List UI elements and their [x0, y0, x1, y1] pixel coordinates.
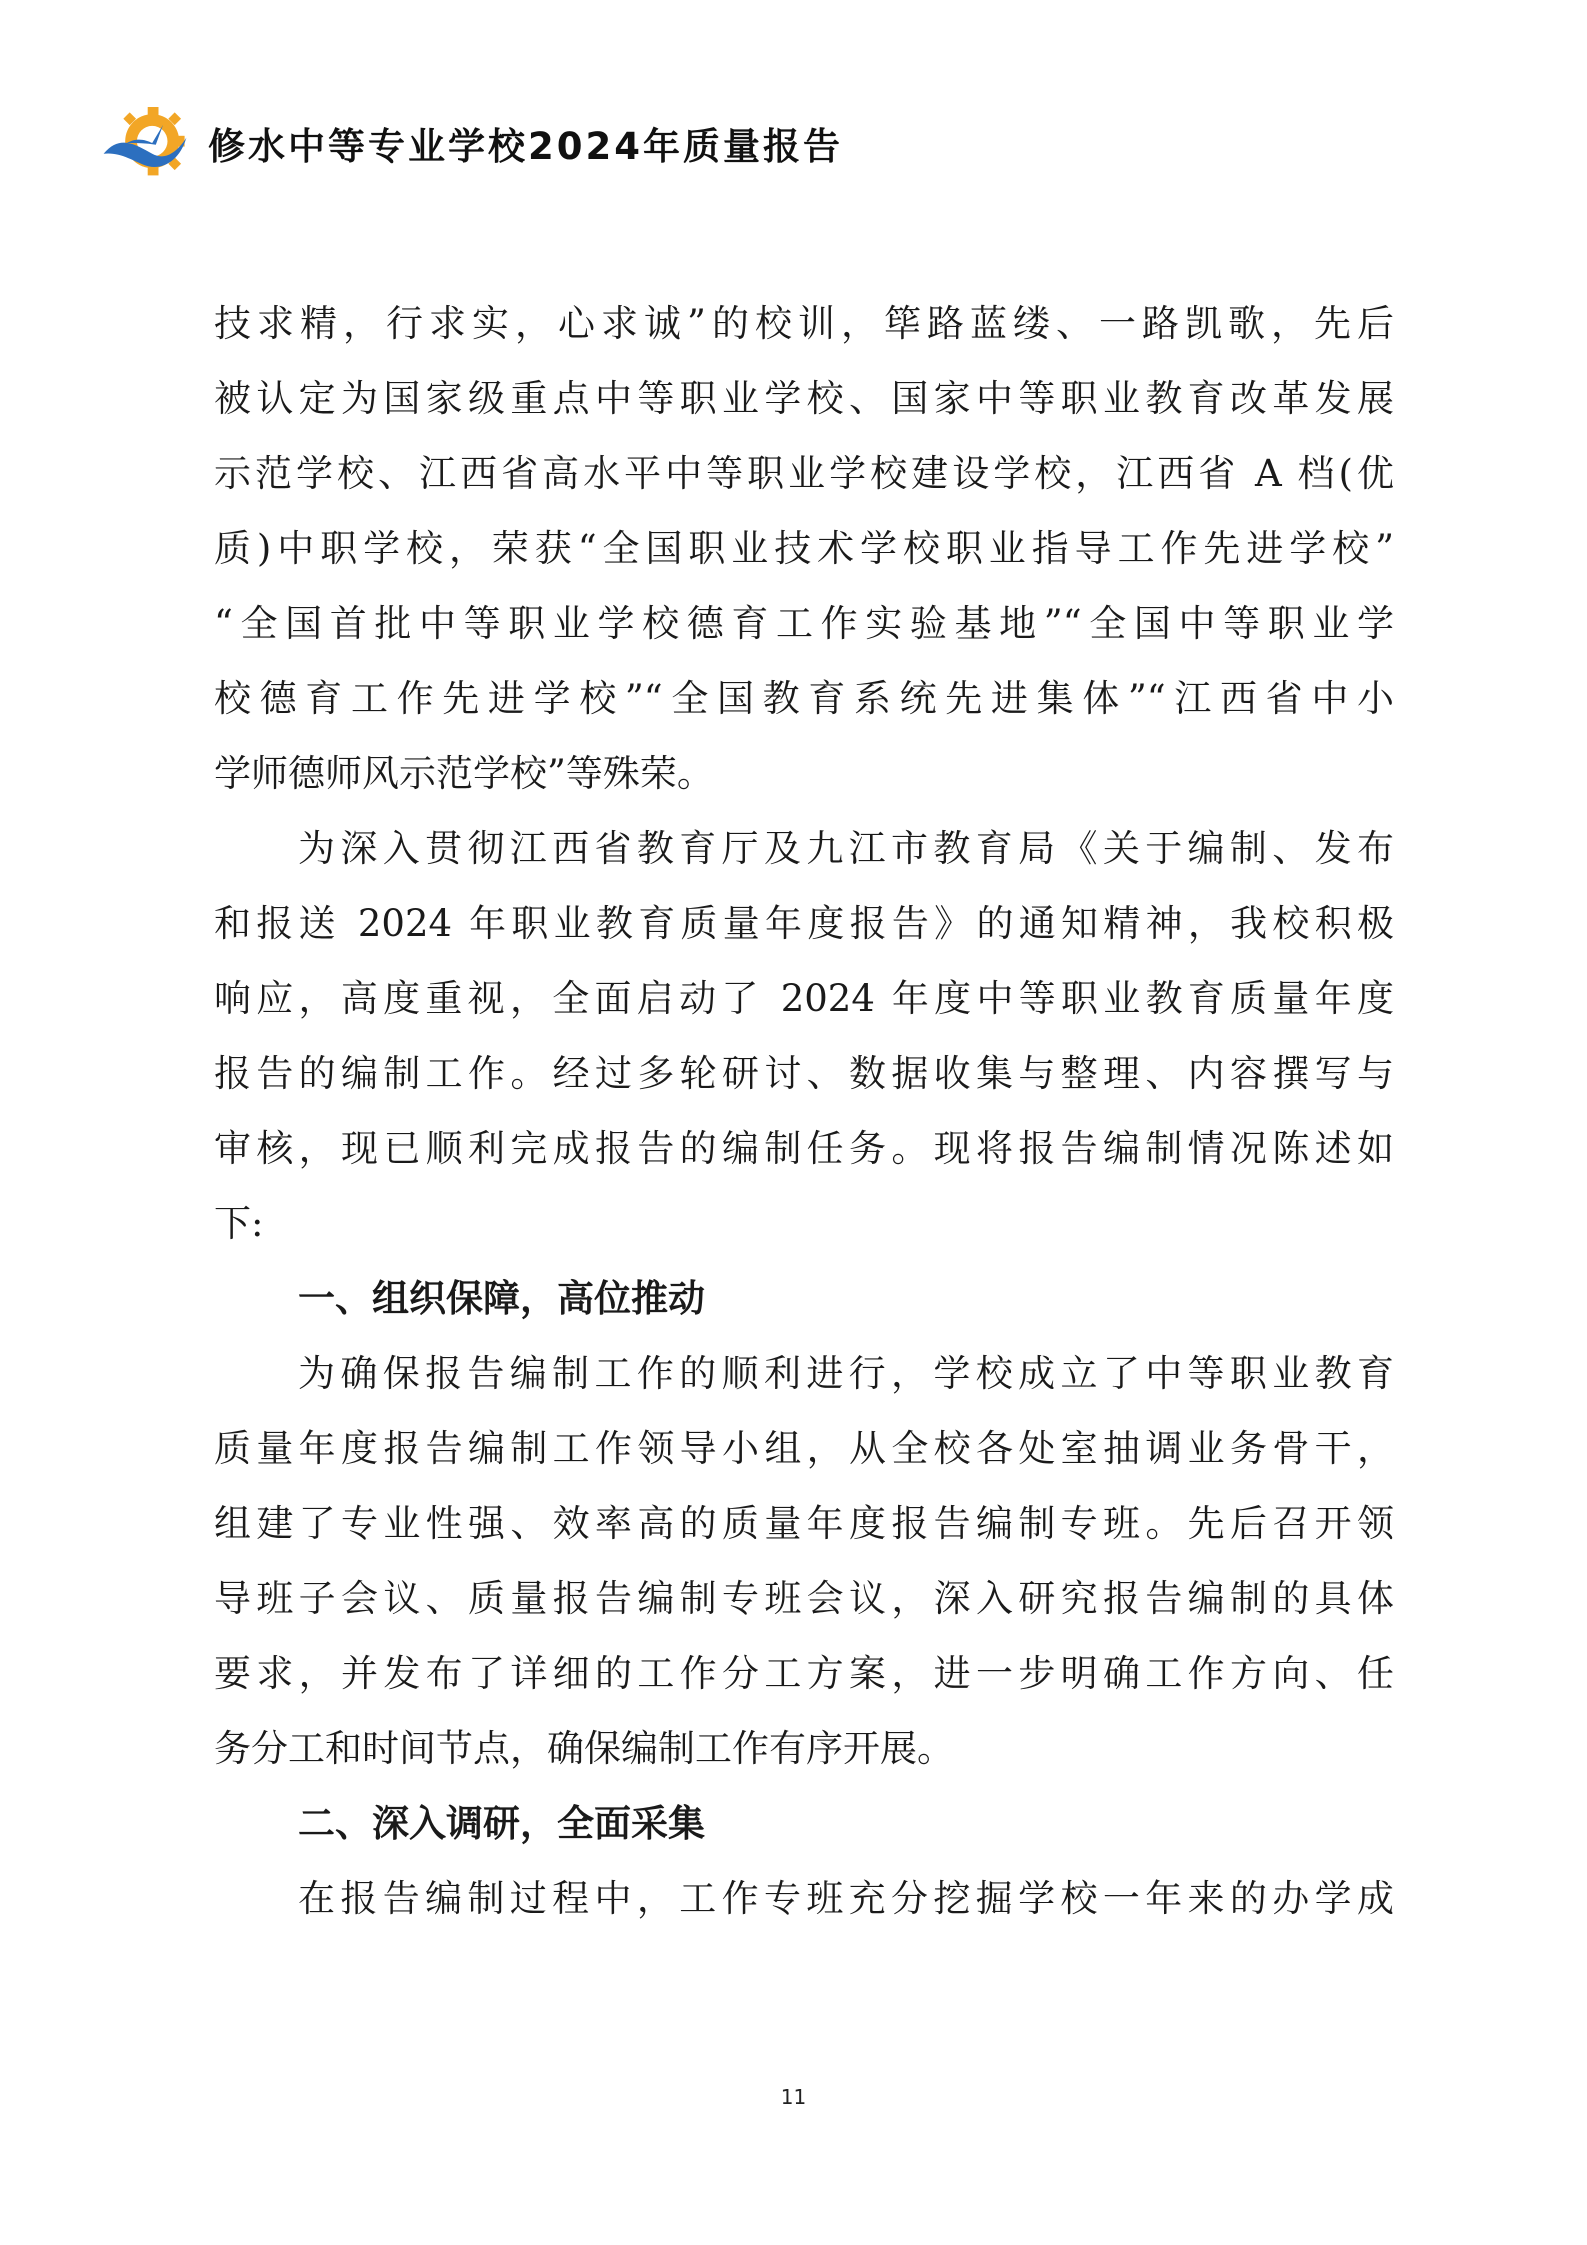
section-heading: 二、深入调研，全面采集 — [298, 1802, 705, 1845]
school-logo-icon — [100, 98, 190, 188]
body-line: 校德育工作先进学校”“全国教育系统先进集体”“江西省中小 — [214, 677, 1394, 720]
body-line: 务分工和时间节点，确保编制工作有序开展。 — [214, 1727, 954, 1770]
body-line: 响应，高度重视，全面启动了 2024 年度中等职业教育质量年度 — [214, 977, 1394, 1020]
body-line: 示范学校、江西省高水平中等职业学校建设学校，江西省 A 档(优 — [214, 452, 1394, 495]
body-line: 为深入贯彻江西省教育厅及九江市教育局《关于编制、发布 — [298, 827, 1394, 870]
body-line: 学师德师风示范学校”等殊荣。 — [214, 752, 714, 795]
body-line: 在报告编制过程中，工作专班充分挖掘学校一年来的办学成 — [298, 1877, 1394, 1920]
document-title: 修水中等专业学校2024年质量报告 — [208, 125, 843, 168]
page-number: 11 — [780, 2085, 807, 2109]
document-body — [214, 286, 1394, 1936]
body-line: 报告的编制工作。经过多轮研讨、数据收集与整理、内容撰写与 — [214, 1052, 1394, 1095]
page-header — [100, 98, 843, 188]
body-line: “全国首批中等职业学校德育工作实验基地”“全国中等职业学 — [214, 602, 1394, 645]
section-heading: 一、组织保障，高位推动 — [298, 1277, 705, 1320]
body-line: 为确保报告编制工作的顺利进行，学校成立了中等职业教育 — [298, 1352, 1394, 1395]
body-line: 组建了专业性强、效率高的质量年度报告编制专班。先后召开领 — [214, 1502, 1394, 1545]
body-line: 质)中职学校，荣获“全国职业技术学校职业指导工作先进学校” — [214, 527, 1394, 570]
body-line: 质量年度报告编制工作领导小组，从全校各处室抽调业务骨干， — [214, 1427, 1394, 1470]
body-line: 下: — [214, 1202, 264, 1245]
body-line: 和报送 2024 年职业教育质量年度报告》的通知精神，我校积极 — [214, 902, 1394, 945]
body-line: 被认定为国家级重点中等职业学校、国家中等职业教育改革发展 — [214, 377, 1394, 420]
body-line: 技求精，行求实，心求诚”的校训，筚路蓝缕、一路凯歌，先后 — [214, 302, 1394, 345]
body-line: 要求，并发布了详细的工作分工方案，进一步明确工作方向、任 — [214, 1652, 1394, 1695]
body-line: 审核，现已顺利完成报告的编制任务。现将报告编制情况陈述如 — [214, 1127, 1394, 1170]
body-line: 导班子会议、质量报告编制专班会议，深入研究报告编制的具体 — [214, 1577, 1394, 1620]
